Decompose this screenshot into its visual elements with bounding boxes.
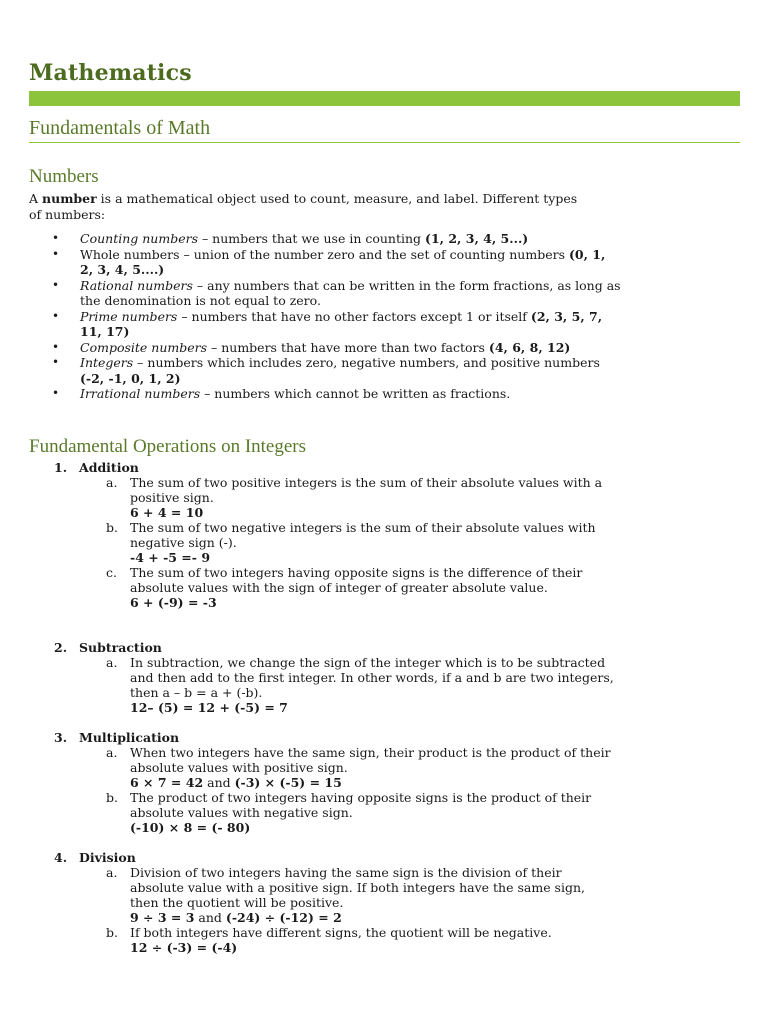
division-rule-b (54, 925, 614, 940)
item-text: – numbers that have more than two factors (207, 339, 489, 355)
list-item (52, 231, 622, 247)
example-eq2: (-24) ÷ (-12) = 2 (225, 910, 342, 925)
operations-heading: Fundamental Operations on Integers (29, 436, 307, 457)
item-term: Composite numbers (80, 339, 208, 355)
rule-text: The sum of two positive integers is the sum of their absolute values with a positive sign. (130, 475, 603, 505)
example-eq1: 6 × 7 = 42 (130, 775, 204, 790)
rule-text: The product of two integers having opposite signs is the product of their absolute values with negative sign. (130, 790, 592, 820)
item-example: (2, 3, 5, 7, 11, 17) (80, 308, 603, 339)
addition-rule-c (54, 565, 614, 595)
rule-letter: b. (106, 925, 118, 940)
item-term: Counting numbers (80, 231, 198, 246)
addition-example-a: 6 + 4 = 10 (130, 505, 204, 520)
example-eq1: 9 ÷ 3 = 3 (130, 910, 195, 925)
subtraction-section (54, 640, 614, 715)
intro-text-bold: number (42, 191, 97, 206)
multiplication-title (54, 730, 614, 745)
division-example-b: 12 ÷ (-3) = (-4) (130, 940, 238, 955)
addition-rule-b (54, 520, 614, 550)
rule-text: If both integers have different signs, the quotient will be negative. (130, 925, 552, 940)
list-item (52, 278, 622, 309)
addition-example-c: 6 + (-9) = -3 (130, 595, 217, 610)
rule-letter: b. (106, 520, 118, 535)
item-text: – numbers that we use in counting (197, 231, 426, 246)
item-term: Integers (80, 355, 134, 370)
section-rule (29, 142, 740, 143)
division-example-a (54, 910, 614, 925)
item-example: (-2, -1, 0, 1, 2) (80, 370, 181, 386)
rule-letter: a. (106, 865, 118, 880)
number-types-list (52, 231, 622, 402)
example-join: and (194, 910, 226, 925)
rule-text: In subtraction, we change the sign of the integer which is to be subtracted and then add to the first integer. In other words, if a and b are two integers, then a – b = a + (-b). (130, 655, 614, 700)
rule-letter: a. (106, 745, 118, 760)
section-title: Fundamentals of Math (29, 117, 211, 139)
subtraction-label: Subtraction (79, 640, 162, 655)
item-text: – numbers which includes zero, negative numbers, and positive numbers (133, 355, 600, 370)
item-example: (1, 2, 3, 4, 5...) (425, 231, 529, 246)
list-item (52, 340, 622, 356)
item-example: (4, 6, 8, 12) (488, 339, 571, 355)
numbers-intro (29, 191, 589, 223)
multiplication-section (54, 730, 614, 835)
rule-letter: a. (106, 655, 118, 670)
rule-text: The sum of two integers having opposite signs is the difference of their absolute values with the sign of integer of greater absolute value. (130, 565, 583, 595)
multiplication-rule-b (54, 790, 614, 820)
addition-number: 1. (54, 460, 68, 475)
addition-example-b: -4 + -5 =- 9 (130, 550, 211, 565)
item-term: Irrational numbers (80, 386, 201, 401)
rule-text: Division of two integers having the same sign is the division of their absolute value with a positive sign. If both integers have the same sign, then the quotient will be positive. (130, 865, 585, 910)
division-title (54, 850, 614, 865)
list-item (52, 247, 622, 278)
addition-rule-a (54, 475, 614, 505)
addition-title (54, 460, 614, 475)
division-section (54, 850, 614, 955)
list-item (52, 355, 622, 386)
multiplication-example-a (54, 775, 614, 790)
subtraction-rule-a (54, 655, 614, 700)
division-label: Division (79, 850, 136, 865)
example-join: and (203, 775, 235, 790)
item-text: – numbers that have no other factors except 1 or itself (177, 308, 531, 324)
rule-text: The sum of two negative integers is the sum of their absolute values with negative sign (-). (130, 520, 596, 550)
multiplication-label: Multiplication (79, 730, 180, 745)
item-example: (0, 1, 2, 3, 4, 5....) (80, 246, 606, 277)
rule-letter: b. (106, 790, 118, 805)
item-text: Whole numbers – union of the number zero and the set of counting numbers (80, 246, 569, 262)
division-number: 4. (54, 850, 68, 865)
rule-letter: c. (106, 565, 117, 580)
division-rule-a (54, 865, 614, 910)
example-eq2: (-3) × (-5) = 15 (234, 775, 342, 790)
subtraction-number: 2. (54, 640, 68, 655)
item-term: Rational numbers (80, 277, 193, 293)
intro-text-pre: A (29, 191, 43, 206)
multiplication-example-b: (-10) × 8 = (- 80) (130, 820, 251, 835)
addition-label: Addition (79, 460, 139, 475)
intro-text-post: is a mathematical object used to count, measure, and label. Different types of numbers: (29, 191, 578, 222)
addition-section (54, 460, 614, 610)
subtraction-example-a: 12– (5) = 12 + (-5) = 7 (130, 700, 288, 715)
item-term: Prime numbers (80, 308, 178, 324)
rule-text: When two integers have the same sign, their product is the product of their absolute values with positive sign. (130, 745, 611, 775)
list-item (52, 309, 622, 340)
page-title: Mathematics (29, 60, 192, 86)
multiplication-rule-a (54, 745, 614, 775)
item-text: – numbers which cannot be written as fractions. (200, 386, 511, 401)
subtraction-title (54, 640, 614, 655)
rule-letter: a. (106, 475, 118, 490)
list-item (52, 386, 622, 402)
item-text: – any numbers that can be written in the form fractions, as long as the denomination is not equal to zero. (80, 277, 621, 308)
title-underline-bar (29, 91, 740, 106)
multiplication-number: 3. (54, 730, 68, 745)
numbers-heading: Numbers (29, 166, 99, 187)
